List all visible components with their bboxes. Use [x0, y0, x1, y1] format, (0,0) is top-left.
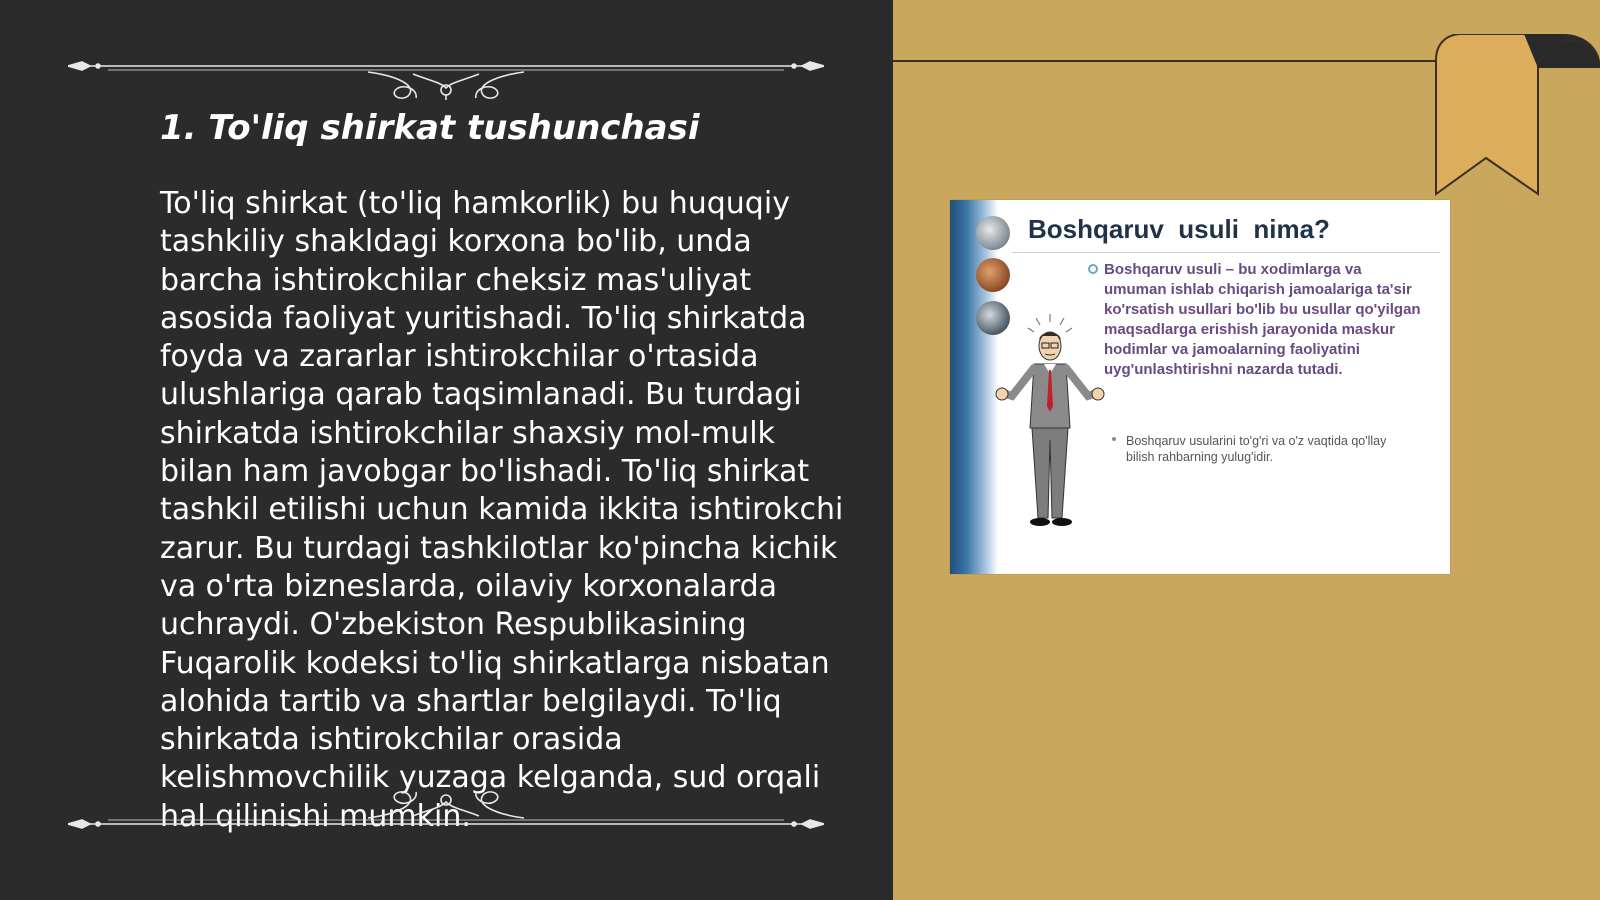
embedded-title-rule [1012, 252, 1440, 253]
bottom-scroll-ornament-icon [68, 778, 824, 838]
embedded-bullet-secondary: Boshqaruv usularini to'g'ri va o'z vaqtida qo'llay bilish rahbarning yulug'idir. [1126, 434, 1387, 464]
avatar-icon [976, 258, 1010, 292]
top-scroll-ornament-icon [68, 40, 824, 100]
bullet-dot-icon [1112, 437, 1116, 441]
slide-body-text: To'liq shirkat (to'liq hamkorlik) bu huquqiy tashkiliy shakldagi korxona bo'lib, unda barcha ishtirokchilar cheksiz mas'uliyat asosida faoliyat yuritishadi. To'liq shirkatda foyda va zararlar ishtirokchilar o'rtasida ulushlariga qarab taqsimlanadi. Bu turdagi shirkatda ishtirokchilar shaxsiy mol-mulk bilan ham javobgar bo'lishadi. To'liq shirkat tashkil etilishi uchun kamida ikkita ishtirokchi zarur. Bu turdagi tashkilotlar ko'pincha kichik va o'rta bizneslarda, oilaviy korxonalarda uchraydi. O'zbekiston Respublikasining Fuqarolik kodeksi to'liq shirkatlarga nisbatan alohida tartib va shartlar belgilaydi. To'liq shirkatda ishtirokchilar orasida kelishmovchilik yuzaga kelganda, sud orqali hal qilinishi mumkin. [160, 186, 844, 834]
person-figure-icon [990, 310, 1110, 540]
bookmark-ribbon-icon [1434, 34, 1600, 204]
embedded-bullet-primary: Boshqaruv usuli – bu xodimlarga va umuman ishlab chiqarish jamoalariga ta'sir ko'rsatish usullari bo'lib bu usullar qo'yilgan maqsadlarga erishish jarayonida maskur hodimlar va jamoalarning faoliyatini uyg'unlashtirishni nazarda tutadi. [1104, 261, 1421, 378]
globe-icon [976, 216, 1010, 250]
bullet-circle-icon [1088, 264, 1098, 274]
embedded-title: Boshqaruv usuli nima? [1028, 214, 1330, 244]
horizontal-divider-line [893, 60, 1438, 62]
embedded-slide-image [950, 200, 1450, 574]
slide-title: 1. To'liq shirkat tushunchasi [160, 108, 700, 148]
